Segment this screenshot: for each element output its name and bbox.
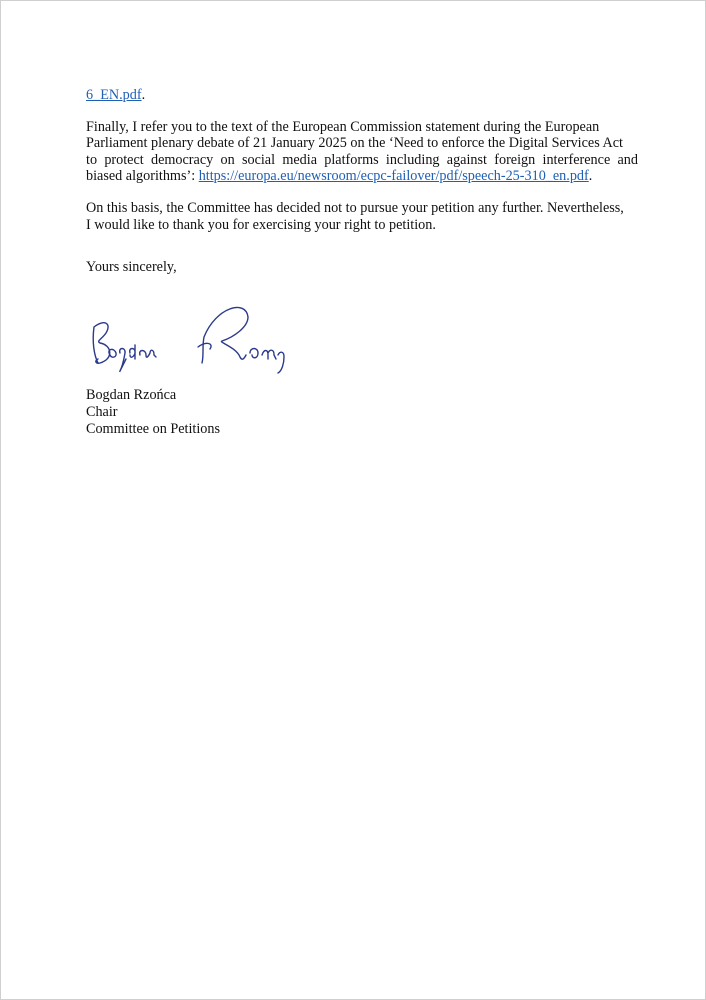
paragraph-commission-statement <box>86 119 638 185</box>
paragraph-line: On this basis, the Committee has decided not to pursue your petition any further. Nevertheless, <box>86 199 624 216</box>
paragraph-line: to protect democracy on social media platforms including against foreign interference and <box>86 151 638 168</box>
continued-link-fragment <box>86 87 638 104</box>
letter-body <box>86 87 638 291</box>
signatory-committee: Committee on Petitions <box>86 421 220 437</box>
handwritten-signature <box>86 297 286 377</box>
paragraph-line: I would like to thank you for exercising your right to petition. <box>86 216 436 233</box>
link-suffix: . <box>588 168 593 185</box>
paragraph-decision <box>86 200 638 233</box>
closing-salutation: Yours sincerely, <box>86 259 177 276</box>
pdf-link-fragment[interactable]: 6_EN.pdf <box>86 87 142 103</box>
paragraph-line: Parliament plenary debate of 21 January 2025 on the ‘Need to enforce the Digital Services Act <box>86 135 623 152</box>
signatory-block <box>86 387 220 438</box>
speech-pdf-link[interactable]: https://europa.eu/newsroom/ecpc-failover/pdf/speech-25-310_en.pdf <box>198 168 589 185</box>
paragraph-line-with-link <box>86 168 638 185</box>
signatory-title: Chair <box>86 404 118 420</box>
paragraph-line: Finally, I refer you to the text of the European Commission statement during the European <box>86 118 600 135</box>
fragment-tail: . <box>141 87 146 103</box>
link-prefix: biased algorithms’: <box>86 168 199 185</box>
signatory-name: Bogdan Rzońca <box>86 387 177 403</box>
